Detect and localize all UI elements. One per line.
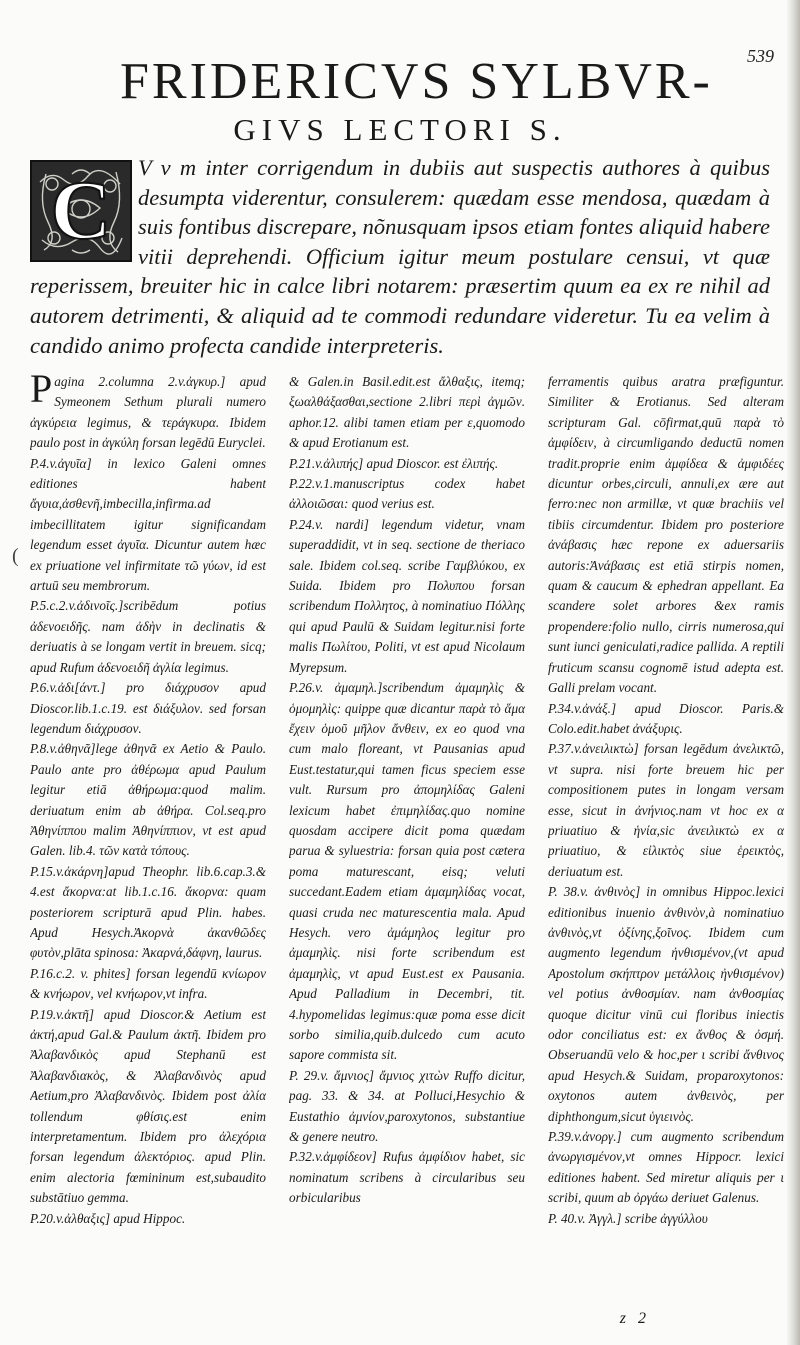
notes-columns <box>30 372 784 1307</box>
note-entry: P. 38.v. ἀνθινὸς] in omnibus Hippoc.lexici editionibus inuenio ἀνθινὸν,à nominatiuo ἀνθινὸς,vt ὀξίνης,ξοῖνος. Ibidem cum augmento legendum ἠνθισμένον,(vt apud Apostolum σκήπτρον μετάλλοις ἠνθισμένον) vel potius ἀνθοσμίαν. nam ἀνθοσμίας quoque dicitur vinū cui floribus iniectis odor conciliatus est: ex ἄνθος & ὀσμή. Obseruandū velo & hoc,per ι scribi ἄνθινος apud Hesych.& Suidam, proparoxytonos: oxytonos autem ἀνθεινὸς, per diphthongum,sicut ὑγιεινὸς. <box>548 884 784 1124</box>
note-entry: P.39.v.ἀνοργ.] cum augmento scribendum ἀνωργισμένον,vt omnes Hippocr. lexici editiones habent. Sed miretur aliquis per ι scribi, quum ab ὀργάω deriuet Galenus. <box>548 1129 784 1206</box>
note-entry: P.16.c.2. v. phites] forsan legendū κνίωρον & κνήωρον, vel κνήωρον,vt infra. <box>30 965 266 1002</box>
signature-mark: z 2 <box>619 1310 650 1327</box>
note-entry: & Galen.in Basil.edit.est ἄλθαξις, itemq; ξωαλθάξασθαι,sectione 2.libri περὶ ἀγμῶν. aphor.12. alibi tamen etiam per ε,quomodo & apud Erotianum est. <box>289 374 525 451</box>
notes-column-3 <box>548 372 784 1307</box>
decorated-initial <box>30 160 132 262</box>
note-entry: ferramentis quibus aratra præfiguntur. Similiter & Erotianus. Sed alteram scripturam Gal. cōfirmat,quū παρὰ τὸ ἀμφίδειν, à circumligando deductū nomen tradit.proprie enim ἀμφίδεα & ἀμφιδέες dicuntur orbes,circuli, annuli,ex ære aut ferro:nec non armillæ, vt quæ brachiis vel tibiis circumdentur. Ibidem pro posteriore ἀνάβασις hæc repone ex aduersariis autoris:Ἀνάβασις est etiā stirpis nomen, quam & caucum & ephedran appellant. Ea scandere solet arbores &ex ramis propendere:folio nullo, cirris numerosa,qui sunt iunci geniculati,radice pallida. A reptili fruticum scansu cognomē istud adepta est. Galli prelam vocant. <box>548 374 784 696</box>
note-entry: P.4.v.ἀγυῖα] in lexico Galeni omnes editiones habent ἄγυια,ἀσθενῆ,imbecilla,infirma.ad imbecillitatem igitur significandam legendum esset ἀγυῖα. Dicuntur autem hæc ex priuatione vel infirmitate τῶ γύων, id est artuū seu membrorum. <box>30 455 266 594</box>
initial-letter: C <box>50 164 112 257</box>
note-entry: P.24.v. nardi] legendum videtur, vnam superaddidit, vt in seq. sectione de theriaco sale. Ibidem col.seq. scribe Γαμβλύκου, ex Suida. Ibidem pro Πολυπου forsan scribendum Πολλητος, à nominatiuo Πόλλης qui apud Paulū & Suidam legitur.nisi forte malis Πωλίτου, Politi, vt est apud Nicolaum Myrepsum. <box>289 516 525 675</box>
page-spine-shadow <box>786 0 800 1345</box>
note-entry: P.37.v.ἀνειλικτὼ] forsan legēdum ἀνελικτῶ, vt supra. nisi forte breuem hic per compositionem putes in longam versam esse, sicut in ἀνήνιος.nam vt hoc ex α priuatiuo & ἡνία,sic ἀνειλικτὼ ex α priuatiuo, & εἰλικτὸς siue ἑρεικτὸς, deriuatum est. <box>548 741 784 879</box>
note-entry: P.20.v.ἀλθαξις] apud Hippoc. <box>30 1210 186 1226</box>
note-entry: P.34.v.ἀνάξ.] apud Dioscor. Paris.& Colo.edit.habet ἀνάξυρις. <box>548 700 784 736</box>
note-entry: P.26.v. ἀμαμηλ.]scribendum ἀμαμηλὶς & ὁμομηλὶς: quippe quæ dicantur παρὰ τὸ ἅμα ἔχειν ὁμοῦ μῆλον ἄνθειν, ex eo quod vna cum malo floreant, vt Pausanias apud Eust.testatur,qui tamen ficus speciem esse vult. Rursum pro ἀπομηλίδας Galeni lexicum habet ἐπιμηλίδας.quo nomine quosdam accipere dicit poma quædam parua & syluestria: forsan quia post cætera poma maturescant, eisq; veluti succedant.Eadem etiam ἀμαμηλίδας vocat, quasi cruda nec maturescentia mala. Apud Hesych. vero ἀμάμηλος legitur pro ἀμαμηλὶς. nisi forte scribendum est ἀμαμηλὶς, vt apud Eust.est ex Pausania. Apud Palladium in Decembri, tit. 4.hypomelidas legimus:quæ poma esse dicit sorbo similia,quib.dulcedo cum acuto sapore commista sit. <box>289 680 525 1063</box>
margin-mark: ( <box>12 545 19 567</box>
notes-column-2 <box>289 372 525 1307</box>
note-entry: P.22.v.1.manuscriptus codex habet ἀλλοιῶσαι: quod verius est. <box>289 476 525 512</box>
note-entry: P.32.v.ἀμφίδεον] Rufus ἀμφίδιον habet, sic nominatum scribens à circularibus seu orbicularibus <box>289 1149 525 1206</box>
note-entry: Pagina 2.columna 2.v.ἀγκυρ.] apud Symeonem Sethum plurali numero ἀγκύρεια legimus, & τεράγκυρα. Ibidem paulo post in ἀγκύλη forsan legēdū Euryclei. <box>30 372 266 451</box>
note-entry: P.15.v.ἀκάρνη]apud Theophr. lib.6.cap.3.& 4.est ἄκορνα:at lib.1.c.16. ἄκορνα: quam posteriorem scripturā apud Plin. habes. Apud Hesych.Ἀκορνὰ ἀκανθῶδες φυτὸν,plāta spinosa: Ἀκαρνά,δάφνη, laurus. <box>30 863 266 961</box>
note-entry: P.5.c.2.v.ἀδινοῖς.]scribēdum potius ἀδενοειδῆς. nam ἀδὴν in declinatis & deriuatis à se longam vertit in breuem. sicq; apud Rufum ἀδενοειδῆ ἀγλία legimus. <box>30 598 266 675</box>
title-line-2: GIVS LECTORI S. <box>233 112 567 147</box>
note-entry: P.19.v.ἀκτῆ] apud Dioscor.& Aetium est ἀκτή,apud Gal.& Paulum ἀκτῆ. Ibidem pro Ἀλαβανδικὸς apud Stephanū est Ἀλαβανδιακὸς, & Ἀλαβανδινὸς apud Aetium,pro Ἀλαβανδινὸς. Ibidem post ἀλία tollendum φθίσις.est enim interpretamentum. Ibidem pro ἀλεχόρια forsan legendum ἀλεκτόριος. apud Plin. enim alectoria fœmininum est,subaudito substātiuo gemma. <box>30 1006 266 1206</box>
page-number: 539 <box>747 46 774 66</box>
intro-paragraph: V v m inter corrigendum in dubiis aut suspectis authores à quibus desumpta viderentur, consulerem: quædam esse mendosa, quædam à suis fontibus discrepare, nõnusquam ipsos etiam fontes aliquid habere vitii deprehendi. Officium igitur meum postulare censui, vt quæ reperissem, breuiter hic in calce libri notarem: præsertim quum ea ex re nihil ad autorem detrimenti, & aliquid ad te commodi redundare videretur. Tu ea velim à candido animo profecta candide interpreteris. <box>30 155 770 358</box>
note-entry: P.21.v.ἀλιπής] apud Dioscor. est ἐλιπής. <box>289 455 499 471</box>
note-entry: P. 40.v. Ἀγγλ.] scribe ἀγγύλλου <box>548 1210 708 1226</box>
note-entry: P. 29.v. ἄμνιος] ἄμνιος χιτὼν Ruffo dicitur, pag. 33. & 34. at Polluci,Hesychio & Eustathio ἀμνίον,paroxytonos, substantiue & genere neutro. <box>289 1067 525 1145</box>
note-entry: P.6.v.ἀδι[άντ.] pro διάχρυσον apud Dioscor.lib.1.c.19. est διάξυλον. sed forsan legendum διάχρυσον. <box>30 680 266 736</box>
title-line-1: FRIDERICVS SYLBVR- <box>120 53 713 110</box>
note-entry: P.8.v.ἀθηνᾶ]lege ἀθηνᾶ ex Aetio & Paulo. Paulo ante pro ἀθέρωμα apud Paulum legitur etiā ἀθήρωμα:quod malim. deriuatum enim ab ἀθήρα. Col.seq.pro Ἀθηνίππου malim Ἀθηνίππιον, vt est apud Galen. lib.4. τῶν κατὰ τόπους. <box>30 741 266 859</box>
notes-column-1 <box>30 372 266 1307</box>
